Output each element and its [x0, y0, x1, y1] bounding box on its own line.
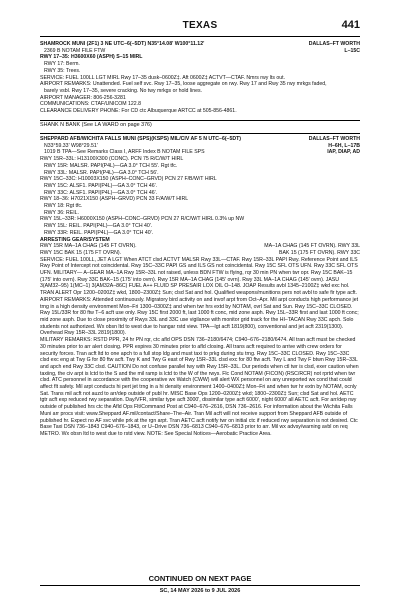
continued-notice: CONTINUED ON NEXT PAGE — [148, 574, 252, 583]
sheppard-service: SERVICE: FUEL 100LL, JET A LGT When ATCT clsd ACTVT MALSR Rwy 33L—CTAF. Rwy 15R–33L PAPI Rwy. Reference Point and ILS Rwy Point of Intercept not coincidental. Rwy 15C–33C PAPI GS and ILS GS not coincidental. Rwy 15C SFL OTS UFN. Rwy 33C SFL OTS UFN. MILITARY— A–GEAR MA–1A Rwy 15R–33L not raised, unless BDN FTW is flying, rqr 30 min PN when twr opr. Rwy 15C BAK–15 (175' into ovrn). Rwy 33C BAK–15 (175' into ovrn). Rwy 15R MA–1A CHAG (145' ovrn). Rwy 33L MA–1A CHAG (145' ovrn). JASU 3(AM32–95) 1(MC–1) 3(AM32A–86C) FUEL A++ FLUID SP PRESAIR LOX OIL O–148. JOAP Results avbl 1345–2100Z‡ wkd exc hol. TRAN ALERT Opr 1200–0200Z‡ wkd, 1800–2300Z‡ Sun; clsd Sat and hol. Qualified weapons/munitions pers not avbl to safe fir type acft. — [40, 256, 358, 297]
shamrock-chart-ref: DALLAS–FT WORTH L–15C — [308, 41, 360, 54]
header-rule — [40, 36, 360, 37]
shamrock-title: SHAMROCK MUNI (2F1) 3 NE UTC–6(–5DT) N35°14.08' W100°11.12' — [40, 41, 205, 47]
shamrock-entry: DALLAS–FT WORTH L–15C SHAMROCK MUNI (2F1) 3 NE UTC–6(–5DT) N35°14.08' W100°11.12' 2369 B NOTAM FILE FTW RWY 17–35: H3600X60 (ASPH) S–15 MIRL RWY 17: Berm. RWY 35: Trees. SERVICE: FUEL 100LL LGT MIRL Rwy 17–35 dusk–0600Z‡. Aft 0600Z‡ ACTVT—CTAF. Nmrs rwy lts out. AIRPORT REMARKS: Unattended. Fuel self svc. Rwy 17–35, loose aggregate on rwy. Rwy 17 and Rwy 35 rwy mrkgs faded, barely vsbl. Rwy 17–35, severe cracking. No twy mrkgs or hold lines. AIRPORT MANAGER: 806-256-3281 COMMUNICATIONS: CTAF/UNICOM 122.8 CLEARANCE DELIVERY PHONE: For CD ctc Albuquerque ARTCC at 505-856-4861. — [40, 41, 360, 115]
state-title: TEXAS — [182, 20, 218, 31]
arresting-row: RWY 15R MA–1A CHAG (145 FT OVRN). MA–1A CHAG (145 FT OVRN). RWY 33L — [40, 243, 360, 250]
divider — [40, 120, 360, 121]
effective-dates: SC, 14 MAY 2026 to 9 JUL 2026 — [159, 588, 241, 594]
divider — [40, 133, 360, 134]
arresting-row: RWY 15C BAK 15 (175 FT OVRN). BAK 15 (175 FT OVRN). RWY 33C — [40, 249, 360, 256]
footer-rule — [40, 585, 360, 586]
sheppard-entry: DALLAS–FT WORTH H–6H, L–17B IAP, DIAP, AD SHEPPARD AFB/WICHITA FALLS MUNI (SPS)(KSPS) MIL/CIV AF 5 N UTC–6(–5DT) N33°59.33' W98°29.51' 1019 B TPA—See Remarks Class I, ARFF Index B NOTAM FILE SPS RWY 15R–33L: H13100X300 (CONC). PCN 75 R/C/W/T HIRL RWY 15R: MALSR. PAPI(P4L)—GA 3.0° TCH 55'. Rgt tfc. RWY 33L: MALSR. PAPI(P4L)—GA 3.0° TCH 56'. RWY 15C–33C: H10003X150 (ASPH–CONC–GRVD) PCN 27 F/B/W/T HIRL RWY 15C: ALSF1. PAPI(P4L)—GA 3.0° TCH 46'. RWY 33C: ALSF1. PAPI(P4L)—GA 3.0° TCH 46'. RWY 18–36: H7021X150 (ASPH–GRVD) PCN 33 F/A/W/T HIRL RWY 18: Rgt tfc. RWY 36: REIL. RWY 15L–33R: H6000X150 (ASPH–CONC–GRVD) PCN 27 R/C/W/T HIRL 0.3% up NW RWY 15L: REIL. PAPI(P4L)—GA 3.0° TCH 40'. RWY 33R: REIL. PAPI(P4L)—GA 3.0° TCH 40'. ARRESTING GEAR/SYSTEM RWY 15R MA–1A CHAG (145 FT OVRN). MA–1A CHAG (145 FT OVRN). RWY 33L RWY 15C BAK 15 (175 FT OVRN). BAK 15 (175 FT OVRN). RWY 33C SERVICE: FUEL 100LL, JET A LGT When ATCT clsd ACTVT MALSR Rwy 33L—CTAF. Rwy 15R–33L PAPI Rwy. Reference Point and ILS Rwy Point of Intercept not coincidental. Rwy 15C–33C PAPI GS and ILS GS not coincidental. Rwy 15C SFL OTS UFN. Rwy 33C SFL OTS UFN. MILITARY— A–GEAR MA–1A Rwy 15R–33L not raised, unless BDN FTW is flying, rqr 30 min PN when twr opr. Rwy 15C BAK–15 (175' into ovrn). Rwy 33C BAK–15 (175' into ovrn). Rwy 15R MA–1A CHAG (145' ovrn). Rwy 33L MA–1A CHAG (145' ovrn). JASU 3(AM32–95) 1(MC–1) 3(AM32A–86C) FUEL A++ FLUID SP PRESAIR LOX OIL O–148. JOAP Results avbl 1345–2100Z‡ wkd exc hol. TRAN ALERT Opr 1200–0200Z‡ wkd, 1800–2300Z‡ Sun; clsd Sat and hol. Qualified weapons/munitions pers not avbl to safe fir type acft. AIRPORT REMARKS: Attended continuously. Migratory bird activity on and invof arpt from Oct–Apr. Mil arpt conducts high performance jet trng in a high density environment Mon–Fri 1300–0300Z‡ and when twr hrs extd by NOTAM, ovrl Sat and Sun. Rwy 15C–33C CLOSED. Rwy 15L/33R for 80 ftw T–6 acft use only. Rwy 15C first 2000 ft, last 1000 ft conc, mid zone asph. Rwy 15L–33R first and last 1000 ft conc; mid zone asph. Due to close proximity of Rwys 33L and 33C use vigilance with monitor grid track for the HI–TACAN Rwy 33C apch. Solo students not authorized. Wx obsn ltd to west due to hangar rstd view. TPA—lgt acft 1819(800), conventional and jet acft 2319(1300). Overhead Rwy 15R–33L 2819(1800). MILITARY REMARKS: RSTD PPR, 24 hr PN rqr, ctc afld OPS DSN 736–2180/6474; C940–676–2180/6474. All tran acft must be checked 30 minutes prior to arr alert closing. PPR expires 30 minutes prior to afld closing. All trans acft required to arrive with crew orders for security forces. Tran acft ltd to one apch to a full stop ldg and must taxi to prkg during stu trng. Rwy 15C–33C CLOSED. Rwy 15C–33C clsd exc eng at Twy G for 80 ftw acft. Twy K and Twy G east of Rwy 15R–33L clsd exc for 80 ftw acft. Twy L and Twy F btwn Rwy 15R–33L and apch end Rwy 33C clsd. CAUTION Do not confuse parallel twy with Rwy 15R–33L. Dur periods when ctl twr is clsd, exer caution when taxiing, the civ arpt is lctd to the S and the mil ramp is lctd to the W of the rwys. Flc Cond NOTAM (FICON) (RSC/RCR) not rprtd when twr clsd. ATC personnel in accordance with the cooperative wx Watch (CWW) will alert WX personnel on any unreported wx cond that could affect flt safety. Mil arpt conducts hi pert jet trng in a hi density environment 1400–0400Z‡ Mon–Fri and when twr hr extn by NOTAM, ocnly Sat. Trans mil acft not auzd to arr/dep outside of publ hr. MISC Base Ops 1200–0200Z‡ wkd; 1800–2300Z‡ Sun; clsd Sat and hol. AETC tgtr acft exp reduced rwy separation. Day/VFR, similar type acft 3000', dissimilar type acft 6000', night 6000' all AETC acft. For arr/dep rwy outside of published hrs ctc the Afld Ops Flt/Command Post at C940–676–2616, DSN 736–2616. For information about the Wichita Falls Muni arr procs visit: www.Sheppard AF.mil/contact/Share–The–Air. Tran Mil acft will not receive support from Sheppard AFB outside of published hr. Expect no AF svc while prk at the rgn arpt. Tran AETC acft notify twr on initial ctc if reduced rwy separation is not desired. Ctc Base Taxi DSN 736–1843 C940–676–1843, or U–Drive DSN 736–6813 C940–676–6813 prior to arr. Mil wx advsy/warning avbl on req METRO. Wx obsn ltd to west due to rstd view. NOTE: See Special Notices—Aerobatic Practice Area. — [40, 136, 360, 437]
shank-reference: SHANK N BANK (See LA WARD on page 376) — [40, 122, 152, 128]
sheppard-chart-ref: DALLAS–FT WORTH H–6H, L–17B IAP, DIAP, AD — [308, 136, 360, 156]
sheppard-military-remarks: MILITARY REMARKS: RSTD PPR, 24 hr PN rqr, ctc afld OPS DSN 736–2180/6474; C940–676–2180/6474. All tran acft must be checked 30 minutes prior to arr alert closing. PPR expires 30 minutes prior to afld closing. All trans acft required to arrive with crew orders for security forces. Tran acft ltd to one apch to a full stop ldg and must taxi to prkg during stu trng. Rwy 15C–33C CLOSED. Rwy 15C–33C clsd exc eng at Twy G for 80 ftw acft. Twy K and Twy G east of Rwy 15R–33L clsd exc for 80 ftw acft. Twy L and Twy F btwn Rwy 15R–33L and apch end Rwy 33C clsd. CAUTION Do not confuse parallel twy with Rwy 15R–33L. Dur periods when ctl twr is clsd, exer caution when taxiing, the civ arpt is lctd to the S and the mil ramp is lctd to the W of the rwys. Flc Cond NOTAM (FICON) (RSC/RCR) not rprtd when twr clsd. ATC personnel in accordance with the cooperative wx Watch (CWW) will alert WX personnel on any unreported wx cond that could affect flt safety. Mil arpt conducts hi pert jet trng in a hi density environment 1400–0400Z‡ Mon–Fri and when twr hr extn by NOTAM, ocnly Sat. Trans mil acft not auzd to arr/dep outside of publ hr. MISC Base Ops 1200–0200Z‡ wkd; 1800–2300Z‡ Sun; clsd Sat and hol. AETC tgtr acft exp reduced rwy separation. Day/VFR, similar type acft 3000', dissimilar type acft 6000', night 6000' all AETC acft. For arr/dep rwy outside of published hrs ctc the Afld Ops Flt/Command Post at C940–676–2616, DSN 736–2616. For information about the Wichita Falls Muni arr procs visit: www.Sheppard AF.mil/contact/Share–The–Air. Tran Mil acft will not receive support from Sheppard AFB outside of published hr. Expect no AF svc while prk at the rgn arpt. Tran AETC acft notify twr on initial ctc if reduced rwy separation is not desired. Ctc Base Taxi DSN 736–1843 C940–676–1843, or U–Drive DSN 736–6813 C940–676–6813 prior to arr. Mil wx advsy/warning avbl on req METRO. Wx obsn ltd to west due to rstd view. NOTE: See Special Notices—Aerobatic Practice Area. — [40, 337, 359, 437]
page-number: 441 — [341, 19, 360, 31]
sheppard-title: SHEPPARD AFB/WICHITA FALLS MUNI (SPS)(KSPS) MIL/CIV AF 5 N UTC–6(–5DT) — [40, 136, 241, 142]
page-header — [40, 20, 360, 34]
arresting-gear-title: ARRESTING GEAR/SYSTEM — [40, 236, 110, 243]
sheppard-airport-remarks: AIRPORT REMARKS: Attended continuously. Migratory bird activity on and invof arpt from Oct–Apr. Mil arpt conducts high performance jet trng in a high density environment Mon–Fri 1300–0300Z‡ and when twr hrs extd by NOTAM, ovrl Sat and Sun. Rwy 15C–33C CLOSED. Rwy 15L/33R for 80 ftw T–6 acft use only. Rwy 15C first 2000 ft, last 1000 ft conc, mid zone asph. Rwy 15L–33R first and last 1000 ft conc; mid zone asph. Due to close proximity of Rwys 33L and 33C use vigilance with monitor grid track for the HI–TACAN Rwy 33C apch. Solo students not authorized. Wx obsn ltd to west due to hangar rstd view. TPA—lgt acft 1819(800), conventional and jet acft 2319(1300). Overhead Rwy 15R–33L 2819(1800). — [40, 296, 359, 337]
